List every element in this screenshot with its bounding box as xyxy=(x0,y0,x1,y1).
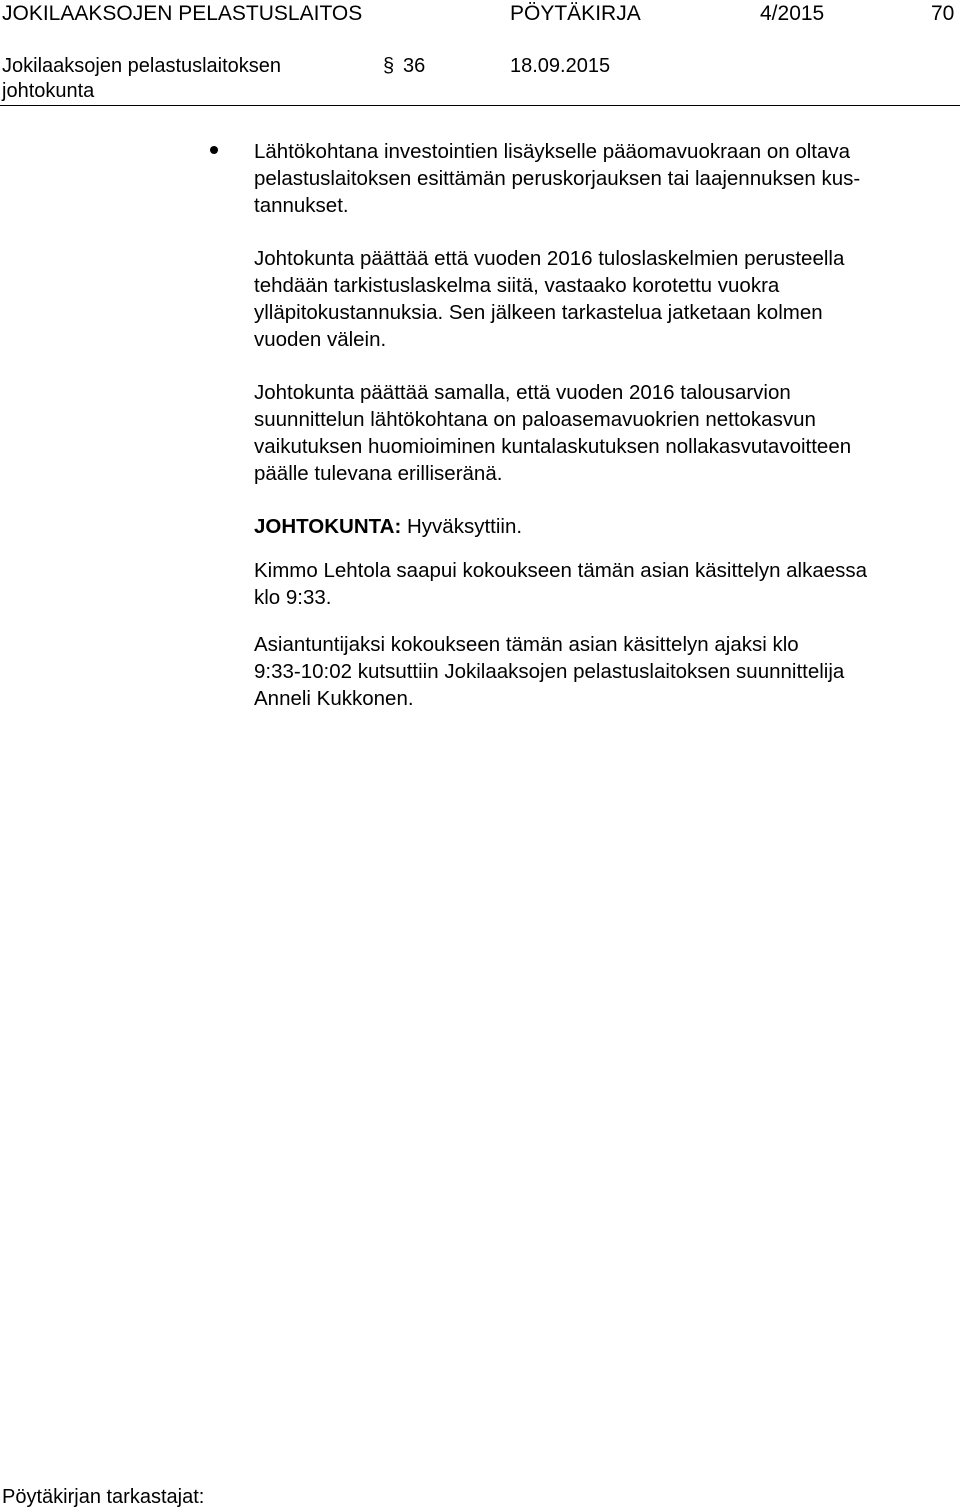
reviewers-label: Pöytäkirjan tarkastajat: xyxy=(2,1486,205,1508)
text-line: Lähtökohtana investointien lisäykselle pääomavuokraan on oltava xyxy=(254,140,851,163)
board-decision xyxy=(254,513,954,540)
text-line: 9:33-10:02 kutsuttiin Jokilaaksojen pelastuslaitoksen suunnittelija xyxy=(254,660,845,683)
body-name-line2: johtokunta xyxy=(2,80,95,102)
text-line: tehdään tarkistuslaskelma siitä, vastaako korotettu vuokra xyxy=(254,274,780,297)
text-line: Johtokunta päättää että vuoden 2016 tuloslaskelmien perusteella xyxy=(254,247,845,270)
text-line: vuoden välein. xyxy=(254,328,387,351)
text-line: klo 9:33. xyxy=(254,586,332,609)
decision-text: Hyväksyttiin. xyxy=(407,515,523,538)
text-line: Asiantuntijaksi kokoukseen tämän asian käsittelyn ajaksi klo xyxy=(254,633,799,656)
text-line: suunnittelun lähtökohtana on paloasemavuokrien nettokasvun xyxy=(254,408,816,431)
document-number: 4/2015 xyxy=(760,2,825,25)
paragraph-attendance xyxy=(254,557,954,611)
text-line: Johtokunta päättää samalla, että vuoden 2016 talousarvion xyxy=(254,381,791,404)
text-line: ylläpitokustannuksia. Sen jälkeen tarkastelua jatketaan kolmen xyxy=(254,301,823,324)
text-line: Kimmo Lehtola saapui kokoukseen tämän asian käsittelyn alkaessa xyxy=(254,559,868,582)
page-number: 70 xyxy=(931,2,955,25)
section-mark: § xyxy=(383,55,395,77)
header-divider xyxy=(0,105,960,106)
paragraph-decision-budget xyxy=(254,379,954,487)
paragraph-expert xyxy=(254,631,954,712)
paragraph-decision-review xyxy=(254,245,954,353)
section-number: 36 xyxy=(403,55,426,77)
text-line: pelastuslaitoksen esittämän peruskorjauksen tai laajennuksen kus- xyxy=(254,167,861,190)
meeting-date: 18.09.2015 xyxy=(510,55,611,77)
text-line: päälle tulevana erilliseränä. xyxy=(254,462,503,485)
text-line: vaikutuksen huomioiminen kuntalaskutuksen nollakasvutavoitteen xyxy=(254,435,852,458)
body-name-line1: Jokilaaksojen pelastuslaitoksen xyxy=(2,55,282,77)
text-line: Anneli Kukkonen. xyxy=(254,687,414,710)
decision-label: JOHTOKUNTA: xyxy=(254,515,402,538)
organization-name: JOKILAAKSOJEN PELASTUSLAITOS xyxy=(2,2,363,25)
document-type: PÖYTÄKIRJA xyxy=(510,2,641,25)
bullet-item xyxy=(254,138,954,219)
bullet-icon xyxy=(210,146,218,154)
text-line: tannukset. xyxy=(254,194,349,217)
